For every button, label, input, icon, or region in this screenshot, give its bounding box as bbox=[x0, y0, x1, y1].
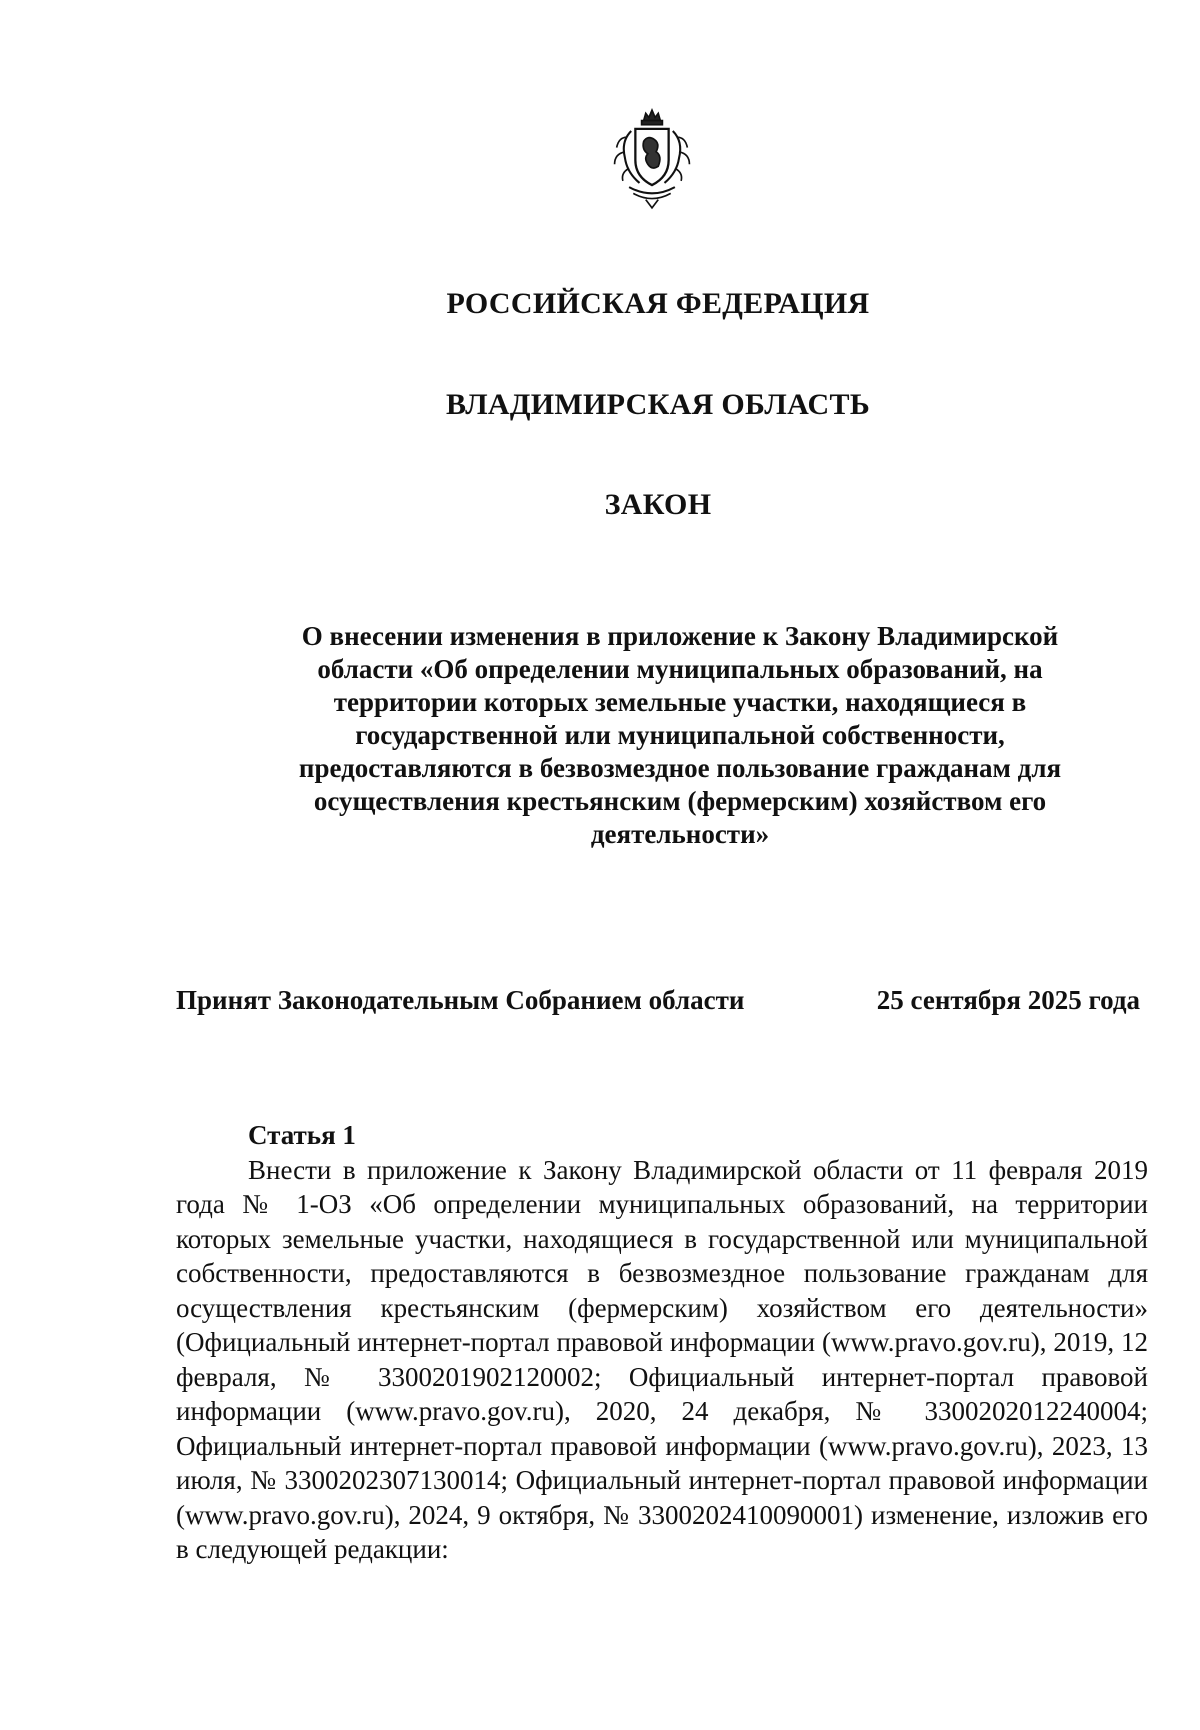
law-title: О внесении изменения в приложение к Закону Владимирской области «Об определении муниципальных образований, на территории которых земельные участки, находящиеся в государственной или муниципальной собственности, предоставляются в безвозмездное пользование гражданам для осуществления крестьянским (фермерским) хозяйством его деятельности» bbox=[298, 621, 1062, 849]
coat-of-arms-icon bbox=[600, 106, 704, 210]
adopted-date: 25 сентября 2025 года bbox=[876, 985, 1140, 1015]
adoption-line bbox=[176, 985, 1140, 1016]
country-heading: РОССИЙСКАЯ ФЕДЕРАЦИЯ bbox=[446, 287, 870, 320]
region-heading: ВЛАДИМИРСКАЯ ОБЛАСТЬ bbox=[446, 388, 870, 421]
adopted-by-label: Принят Законодательным Собранием области bbox=[176, 985, 745, 1015]
article-body: Внести в приложение к Закону Владимирской области от 11 февраля 2019 года № 1-ОЗ «Об определении муниципальных образований, на территории которых земельные участки, находящиеся в государственной или муниципальной собственности, предоставляются в безвозмездное пользование гражданам для осуществления крестьянским (фермерским) хозяйством его деятельности» (Официальный интернет-портал правовой информации (www.pravo.gov.ru), 2019, 12 февраля, № 3300201902120002; Официальный интернет-портал правовой информации (www.pravo.gov.ru), 2020, 24 декабря, № 3300202012240004; Официальный интернет-портал правовой информации (www.pravo.gov.ru), 2023, 13 июля, № 3300202307130014; Официальный интернет-портал правовой информации (www.pravo.gov.ru), 2024, 9 октября, № 3300202410090001) изменение, изложив его в следующей редакции: bbox=[176, 1154, 1148, 1564]
article-1 bbox=[176, 1118, 1148, 1567]
article-heading: Статья 1 bbox=[248, 1120, 356, 1150]
document-type-heading: ЗАКОН bbox=[604, 488, 712, 521]
